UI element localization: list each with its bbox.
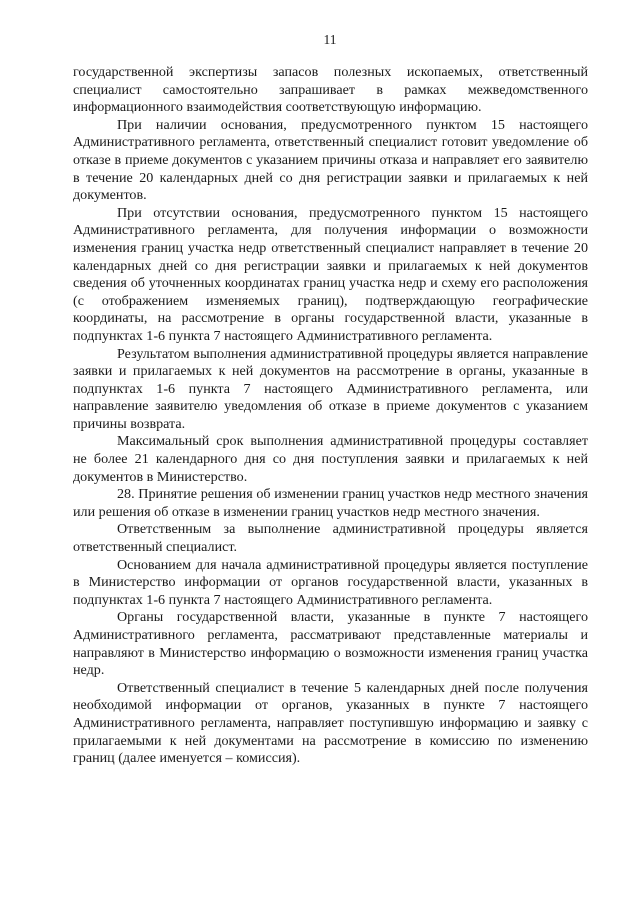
page-number: 11 <box>323 32 337 47</box>
paragraph-refusal-notice: При наличии основания, предусмотренного пунктом 15 настоящего Административного регламента, ответственный специалист готовит уведомление об отказе в приеме документов с указанием причины отказа и направляет его заявителю в течение 20 календарных дней со дня регистрации заявки и прилагаемых к ней документов. <box>73 116 588 204</box>
paragraph-authorities-review: Органы государственной власти, указанные в пункте 7 настоящего Административного регламента, рассматривают представленные материалы и направляют в Министерство информацию о возможности изменения границ участка недр. <box>73 609 588 679</box>
paragraph-commission-referral: Ответственный специалист в течение 5 календарных дней после получения необходимой информации от органов, указанных в пункте 7 настоящего Административного регламента, направляет поступившую информацию и заявку с прилагаемыми к ней документами на рассмотрение в комиссию по изменению границ (далее именуется – комиссия). <box>73 679 588 767</box>
paragraph-procedure-result: Результатом выполнения административной процедуры является направление заявки и прилагаемых к ней документов на рассмотрение в органы, указанные в подпунктах 1-6 пункта 7 настоящего Административного регламента, или направление заявителю уведомления об отказе в приеме документов с указанием причины возврата. <box>73 345 588 432</box>
paragraph-max-duration: Максимальный срок выполнения административной процедуры составляет не более 21 календарного дня со дня поступления заявки и прилагаемых к ней документов в Министерство. <box>73 433 588 485</box>
document-body <box>73 64 588 768</box>
paragraph-boundary-info-request: При отсутствии основания, предусмотренного пунктом 15 настоящего Административного регламента, для получения информации о возможности изменения границ участка недр ответственный специалист направляет в течение 20 календарных дней со дня регистрации заявки и прилагаемых к ней документов сведения об уточненных координатах границ участка недр и схему его расположения (с отображением изменяемых границ), подтверждающую географические координаты, на рассмотрение в органы государственной власти, указанные в подпунктах 1-6 пункта 7 настоящего Административного регламента. <box>73 204 588 344</box>
paragraph-responsible-person: Ответственным за выполнение административной процедуры является ответственный специалист. <box>73 521 588 556</box>
paragraph-section-28-heading: 28. Принятие решения об изменении границ участков недр местного значения или решения об отказе в изменении границ участков недр местного значения. <box>73 486 588 520</box>
paragraph-continuation: государственной экспертизы запасов полезных ископаемых, ответственный специалист самостоятельно запрашивает в рамках межведомственного информационного взаимодействия соответствующую информацию. <box>73 64 588 116</box>
paragraph-procedure-basis: Основанием для начала административной процедуры является поступление в Министерство информации от органов государственной власти, указанных в подпунктах 1-6 пункта 7 настоящего Административного регламента. <box>73 556 588 608</box>
